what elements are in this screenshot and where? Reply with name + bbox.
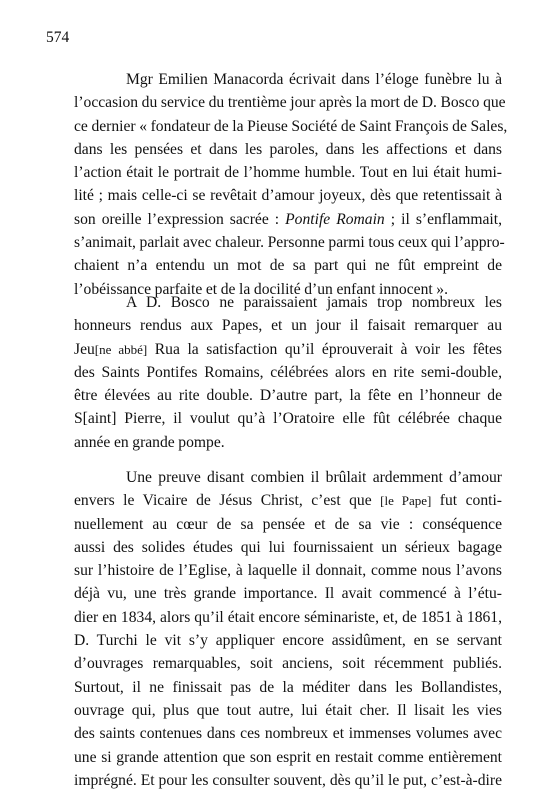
text-segment: dier en 1834, alors qu’il était encore séminariste, et, de 1851 à 1861, bbox=[74, 608, 502, 626]
text-segment: Surtout, il ne finissait pas de la méditer dans les Bollandistes, bbox=[74, 678, 502, 696]
text-segment: être élevées au rite double. D’autre part, la fête en l’honneur de bbox=[74, 387, 502, 405]
editorial-insert: [le Pape] bbox=[380, 493, 432, 509]
text-line bbox=[74, 606, 502, 629]
text-segment: son oreille l’expression sacrée : bbox=[74, 210, 286, 228]
text-segment: année en grande pompe. bbox=[74, 433, 225, 451]
text-line bbox=[74, 68, 502, 91]
editorial-insert: [ne abbé] bbox=[94, 341, 148, 357]
text-segment: aussi des solides études qui lui fournissaient un sérieux bagage bbox=[74, 538, 502, 556]
text-line bbox=[74, 676, 502, 699]
text-line bbox=[74, 161, 502, 184]
text-line bbox=[74, 361, 502, 384]
text-segment: des Saints Pontifes Romains, célébrées alors en rite semi-double, bbox=[74, 363, 502, 381]
text-line bbox=[74, 629, 502, 652]
paragraph-1 bbox=[74, 68, 508, 301]
text-segment: A D. Bosco ne paraissaient jamais trop nombreux les bbox=[126, 294, 502, 311]
text-line bbox=[74, 291, 502, 314]
text-line bbox=[74, 407, 502, 430]
text-segment: d’ouvrages remarquables, soit anciens, soit récemment publiés. bbox=[74, 655, 502, 673]
text-segment: imprégné. Et pour les consulter souvent, dès qu’il le put, c’est-à-dire bbox=[74, 771, 502, 789]
paragraph-3 bbox=[74, 466, 502, 792]
page-number: 574 bbox=[46, 29, 70, 46]
text-line bbox=[74, 466, 502, 489]
text-segment: lité ; mais celle-ci se revêtait d’amour joyeux, dès que retentissait à bbox=[74, 187, 502, 205]
text-segment: honneurs rendus aux Papes, et un jour il faisait remarquer au bbox=[74, 317, 502, 335]
text-line bbox=[74, 699, 502, 722]
text-segment: envers le Vicaire de Jésus Christ, c’est que bbox=[74, 492, 381, 510]
text-line bbox=[74, 254, 502, 277]
text-line bbox=[74, 746, 502, 769]
text-line bbox=[74, 231, 505, 254]
text-segment: des saints contenues dans ces nombreux et immenses volumes avec bbox=[74, 725, 502, 743]
text-line bbox=[74, 722, 502, 745]
text-line bbox=[74, 184, 502, 207]
text-segment: Mgr Emilien Manacorda écrivait dans l’éloge funèbre lu à bbox=[126, 71, 502, 88]
italic-phrase: Pontife Romain bbox=[285, 210, 385, 228]
text-segment: ; il s’enflammait, bbox=[384, 210, 502, 228]
text-line bbox=[74, 769, 502, 792]
text-segment: l’obéissance parfaite et de la docilité d’un enfant innocent ». bbox=[74, 280, 448, 298]
text-line bbox=[74, 536, 502, 559]
text-line bbox=[74, 338, 502, 361]
text-segment: ouvrage qui, plus que tout autre, lui était cher. Il lisait les vies bbox=[74, 701, 502, 719]
text-line bbox=[74, 208, 502, 231]
text-line bbox=[74, 91, 506, 114]
text-segment: une si grande attention que son esprit en restait comme entièrement bbox=[74, 748, 502, 766]
text-line bbox=[74, 431, 502, 454]
text-segment: s’animait, parlait avec chaleur. Personne parmi tous ceux qui l’appro- bbox=[74, 234, 505, 252]
text-line bbox=[74, 138, 502, 161]
text-segment: Rua la satisfaction qu’il éprouverait à voir les fêtes bbox=[147, 340, 503, 358]
text-line bbox=[74, 489, 502, 512]
text-segment: fut conti- bbox=[431, 492, 502, 510]
text-segment: sur l’histoire de l’Eglise, à laquelle il donnait, comme nous l’avons bbox=[74, 562, 502, 580]
text-line bbox=[74, 513, 502, 536]
text-segment: l’action était le portrait de l’homme humble. Tout en lui était humi- bbox=[74, 164, 502, 182]
paragraph-2 bbox=[74, 291, 502, 454]
text-segment: S[aint] Pierre, il voulut qu’à l’Oratoire elle fût célébrée chaque bbox=[74, 410, 502, 428]
text-segment: déjà vu, une très grande importance. Il avait commencé à l’étu- bbox=[74, 585, 502, 603]
text-line bbox=[74, 384, 502, 407]
text-segment: Jeu bbox=[74, 340, 95, 358]
text-segment: dans les pensées et dans les paroles, dans les affections et dans bbox=[74, 140, 502, 158]
text-segment: nuellement au cœur de sa pensée et de sa vie : conséquence bbox=[74, 515, 502, 533]
text-segment: ce dernier « fondateur de la Pieuse Société de Saint François de Sales, bbox=[74, 117, 508, 135]
text-line bbox=[74, 559, 502, 582]
text-segment: D. Turchi le vit s’y appliquer encore assidûment, en se servant bbox=[74, 632, 502, 650]
text-segment: l’occasion du service du trentième jour après la mort de D. Bosco que bbox=[74, 94, 506, 112]
text-segment: chaient n’a entendu un mot de sa part qui ne fût empreint de bbox=[74, 257, 502, 275]
text-line bbox=[74, 652, 502, 675]
text-line bbox=[74, 115, 508, 138]
text-segment: Une preuve disant combien il brûlait ardemment d’amour bbox=[126, 469, 502, 486]
text-line bbox=[74, 314, 502, 337]
text-line bbox=[74, 582, 502, 605]
